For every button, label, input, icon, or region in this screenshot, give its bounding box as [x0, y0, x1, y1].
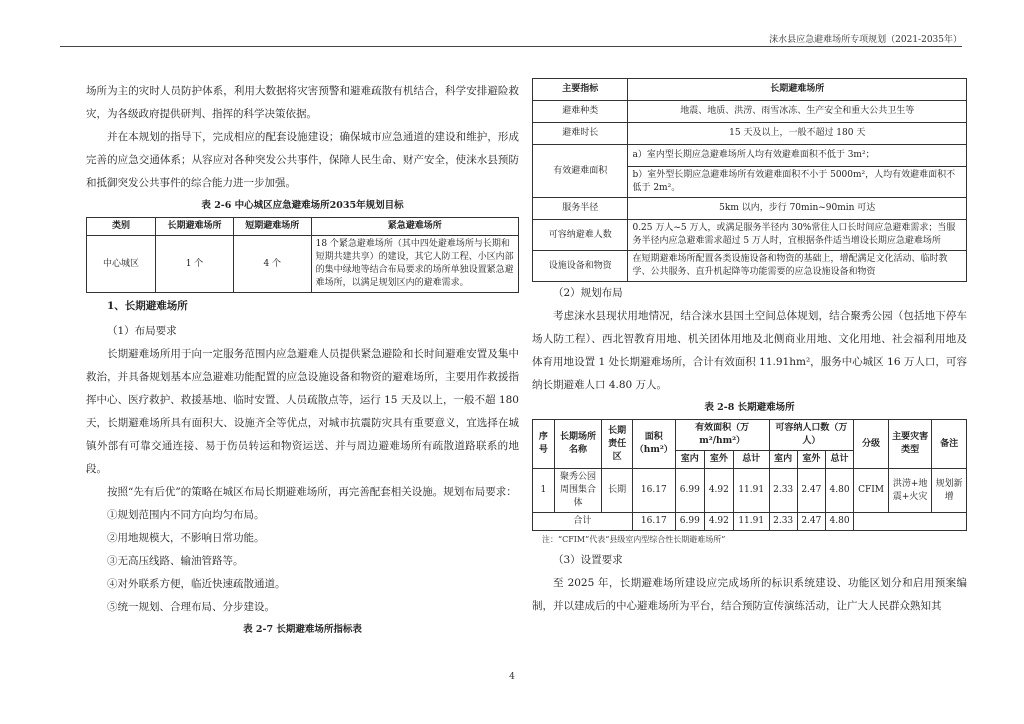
- table-cell: 合计: [533, 513, 633, 531]
- table-cell: 设施设备和物资: [533, 251, 628, 282]
- table-cell: 6.99: [675, 469, 704, 513]
- table-2-8: [532, 419, 967, 531]
- table-cell: 中心城区: [87, 236, 156, 293]
- table-cell: a）室内型长期应急避难场所人均有效避难面积不低于 3m²；: [628, 145, 967, 167]
- table-cell: 0.25 万人~5 万人，或满足服务半径内 30%常住人口长时间应急避难需求；当服务半径内应急避难需求超过 5 万人时，宜根据条件适当增设长期应急避难场所: [628, 220, 967, 251]
- table-cell: b）室外型长期应急避难场所有效避难面积不小于 5000m²，人均有效避难面积不低于 2m²。: [628, 167, 967, 198]
- table-header: 长期避难场所: [156, 218, 234, 236]
- page-header: [60, 36, 962, 47]
- list-item: ⑤统一规划、合理布局、分步建设。: [107, 601, 275, 613]
- table-cell: 11.91: [733, 513, 769, 531]
- paragraph: 场所为主的灾时人员防护体系，利用大数据将灾害预警和避难疏散有机结合，科学安排避险救灾，为各级政府提供研判、指挥的科学决策依据。: [86, 85, 519, 120]
- table-cell: 4.80: [825, 469, 853, 513]
- table-cell: 避难种类: [533, 101, 628, 123]
- header-title: 涞水县应急避难场所专项规划（2021-2035年）: [769, 35, 962, 45]
- table-header: 长期场所名称: [554, 420, 602, 469]
- list-item: ③无高压线路、输油管路等。: [107, 555, 244, 567]
- table-row: [533, 198, 967, 220]
- table-cell: 11.91: [733, 469, 769, 513]
- table-cell: 长期: [602, 469, 632, 513]
- table-header: 长期责任区: [602, 420, 632, 469]
- table-cell: 2.33: [769, 513, 797, 531]
- table-row: [533, 123, 967, 145]
- list-item: ①规划范围内不同方向均匀布局。: [107, 509, 265, 521]
- table-row: [533, 101, 967, 123]
- table-header: 类别: [87, 218, 156, 236]
- table-cell: 6.99: [675, 513, 704, 531]
- table-cell: 4.92: [704, 513, 733, 531]
- table-header: 序号: [533, 420, 555, 469]
- table-cell: 16.17: [632, 469, 675, 513]
- table-row: [533, 469, 967, 513]
- paragraph: 至 2025 年，长期避难场所建设应完成场所的标识系统建设、功能区划分和启用预案编制，并以建成后的中心避难场所为平台，结合预防宣传演练活动，让广大人民群众熟知其: [532, 577, 967, 612]
- table-cell: 服务半径: [533, 198, 628, 220]
- table-cell: 1 个: [156, 236, 234, 293]
- paragraph: 长期避难场所用于向一定服务范围内应急避难人员提供紧急避险和长时间避难安置及集中救治，并具备规划基本应急避难功能配置的应急设施设备和物资的避难场所，主要用作救援指挥中心、医疗救护、救援基地、临时安置、人员疏散点等，运行 15 天及以上，一般不超 180 天，长期避难场所具有面积大、设施齐全等优点，对城市抗震防灾具有重要意义，宜选择在城镇外部有可靠交通连接、易于伤员转运和物资运送、并与周边避难场所有疏散道路联系的地段。: [86, 348, 519, 475]
- right-column: [532, 78, 967, 618]
- table-header: 可容纳人口数（万人）: [769, 420, 854, 451]
- table-caption: 表 2-7 长期避难场所指标表: [243, 624, 362, 635]
- table-caption: 表 2-8 长期避难场所: [704, 402, 795, 413]
- table-header: 总计: [825, 451, 853, 469]
- table-header: 总计: [733, 451, 769, 469]
- table-cell: 1: [533, 469, 555, 513]
- table-cell: 2.47: [797, 469, 825, 513]
- table-row: [533, 145, 967, 167]
- table-caption: 表 2-6 中心城区应急避难场所2035年规划目标: [201, 200, 404, 211]
- table-header: 长期避难场所: [628, 79, 967, 101]
- table-header: 有效面积（万 m²/hm²）: [675, 420, 769, 451]
- section-heading: 1、长期避难场所: [107, 300, 188, 312]
- table-note: 注：“CFIM”代表“县级室内型综合性长期避难场所”: [542, 535, 726, 544]
- table-cell: 16.17: [632, 513, 675, 531]
- paragraph: 考虑涞水县现状用地情况，结合涞水县国土空间总体规划，结合聚秀公园（包括地下停车场人防工程）、西北智教育用地、机关团体用地及北侧商业用地、文化用地、社会福利用地及体育用地设置 1 处长期避难场所，合计有效面积 11.91hm²，服务中心城区 16 万人口，可容纳长期避难人口 4.80 万人。: [532, 310, 967, 391]
- table-header: 面积（hm²）: [632, 420, 675, 469]
- list-item: ④对外联系方便，临近快速疏散通道。: [107, 578, 286, 590]
- table-cell: 15 天及以上，一般不超过 180 天: [628, 123, 967, 145]
- table-header: 紧急避难场所: [311, 218, 518, 236]
- table-header: 室内: [675, 451, 704, 469]
- table-cell: 5km 以内，步行 70min~90min 可达: [628, 198, 967, 220]
- table-cell: 地震、地质、洪涝、雨雪冰冻、生产安全和重大公共卫生等: [628, 101, 967, 123]
- table-header: 室外: [704, 451, 733, 469]
- table-total-row: [533, 513, 967, 531]
- subsection-heading: （2）规划布局: [553, 287, 623, 299]
- table-header: 备注: [932, 420, 967, 469]
- table-cell: 2.47: [797, 513, 825, 531]
- subsection-heading: （3）设置要求: [553, 554, 623, 566]
- table-cell: 4 个: [233, 236, 311, 293]
- table-cell: 4.92: [704, 469, 733, 513]
- page-number: 4: [509, 672, 515, 682]
- table-cell: CFIM: [854, 469, 889, 513]
- paragraph: 并在本规划的指导下，完成相应的配套设施建设；确保城市应急通道的建设和维护，形成完善的应急交通体系；从容应对各种突发公共事件，保障人民生命、财产安全，使涞水县预防和抵御突发公共事件的综合能力进一步加强。: [86, 131, 519, 189]
- table-header: 室内: [769, 451, 797, 469]
- table-cell: 规划新增: [932, 469, 967, 513]
- left-column: [86, 80, 519, 641]
- table-cell: 聚秀公园周围集合体: [554, 469, 602, 513]
- table-header-row: [87, 218, 519, 236]
- table-cell: 有效避难面积: [533, 145, 628, 198]
- table-cell: 避难时长: [533, 123, 628, 145]
- table-cell: 洪涝+地震+火灾: [888, 469, 931, 513]
- table-row: [533, 220, 967, 251]
- table-header: 主要指标: [533, 79, 628, 101]
- paragraph: 按照“先有后优”的策略在城区布局长期避难场所，再完善配套相关设施。规划布局要求：: [107, 486, 517, 498]
- table-cell: 4.80: [825, 513, 853, 531]
- table-cell: [854, 513, 967, 531]
- table-header-row: [533, 420, 967, 451]
- subsection-heading: （1）布局要求: [107, 325, 177, 337]
- table-header: 主要灾害类型: [888, 420, 931, 469]
- list-item: ②用地规模大，不影响日常功能。: [107, 532, 265, 544]
- table-header: 短期避难场所: [233, 218, 311, 236]
- table-2-7: [532, 78, 967, 282]
- table-header-row: [533, 79, 967, 101]
- table-cell: 2.33: [769, 469, 797, 513]
- table-header: 室外: [797, 451, 825, 469]
- table-header: 分级: [854, 420, 889, 469]
- table-cell: 18 个紧急避难场所（其中四处避难场所与长期和短期共建共享）的建设，其它人防工程、小区内部的集中绿地等结合布局要求的场所单独设置紧急避难场所，以满足规划区内的避难需求。: [311, 236, 518, 293]
- table-row: [533, 251, 967, 282]
- table-cell: 在短期避难场所配置各类设施设备和物资的基础上，增配满足文化活动、临时教学、公共服务、直升机起降等功能需要的应急设施设备和物资: [628, 251, 967, 282]
- table-2-6: [86, 217, 519, 293]
- table-cell: 可容纳避难人数: [533, 220, 628, 251]
- table-row: [87, 236, 519, 293]
